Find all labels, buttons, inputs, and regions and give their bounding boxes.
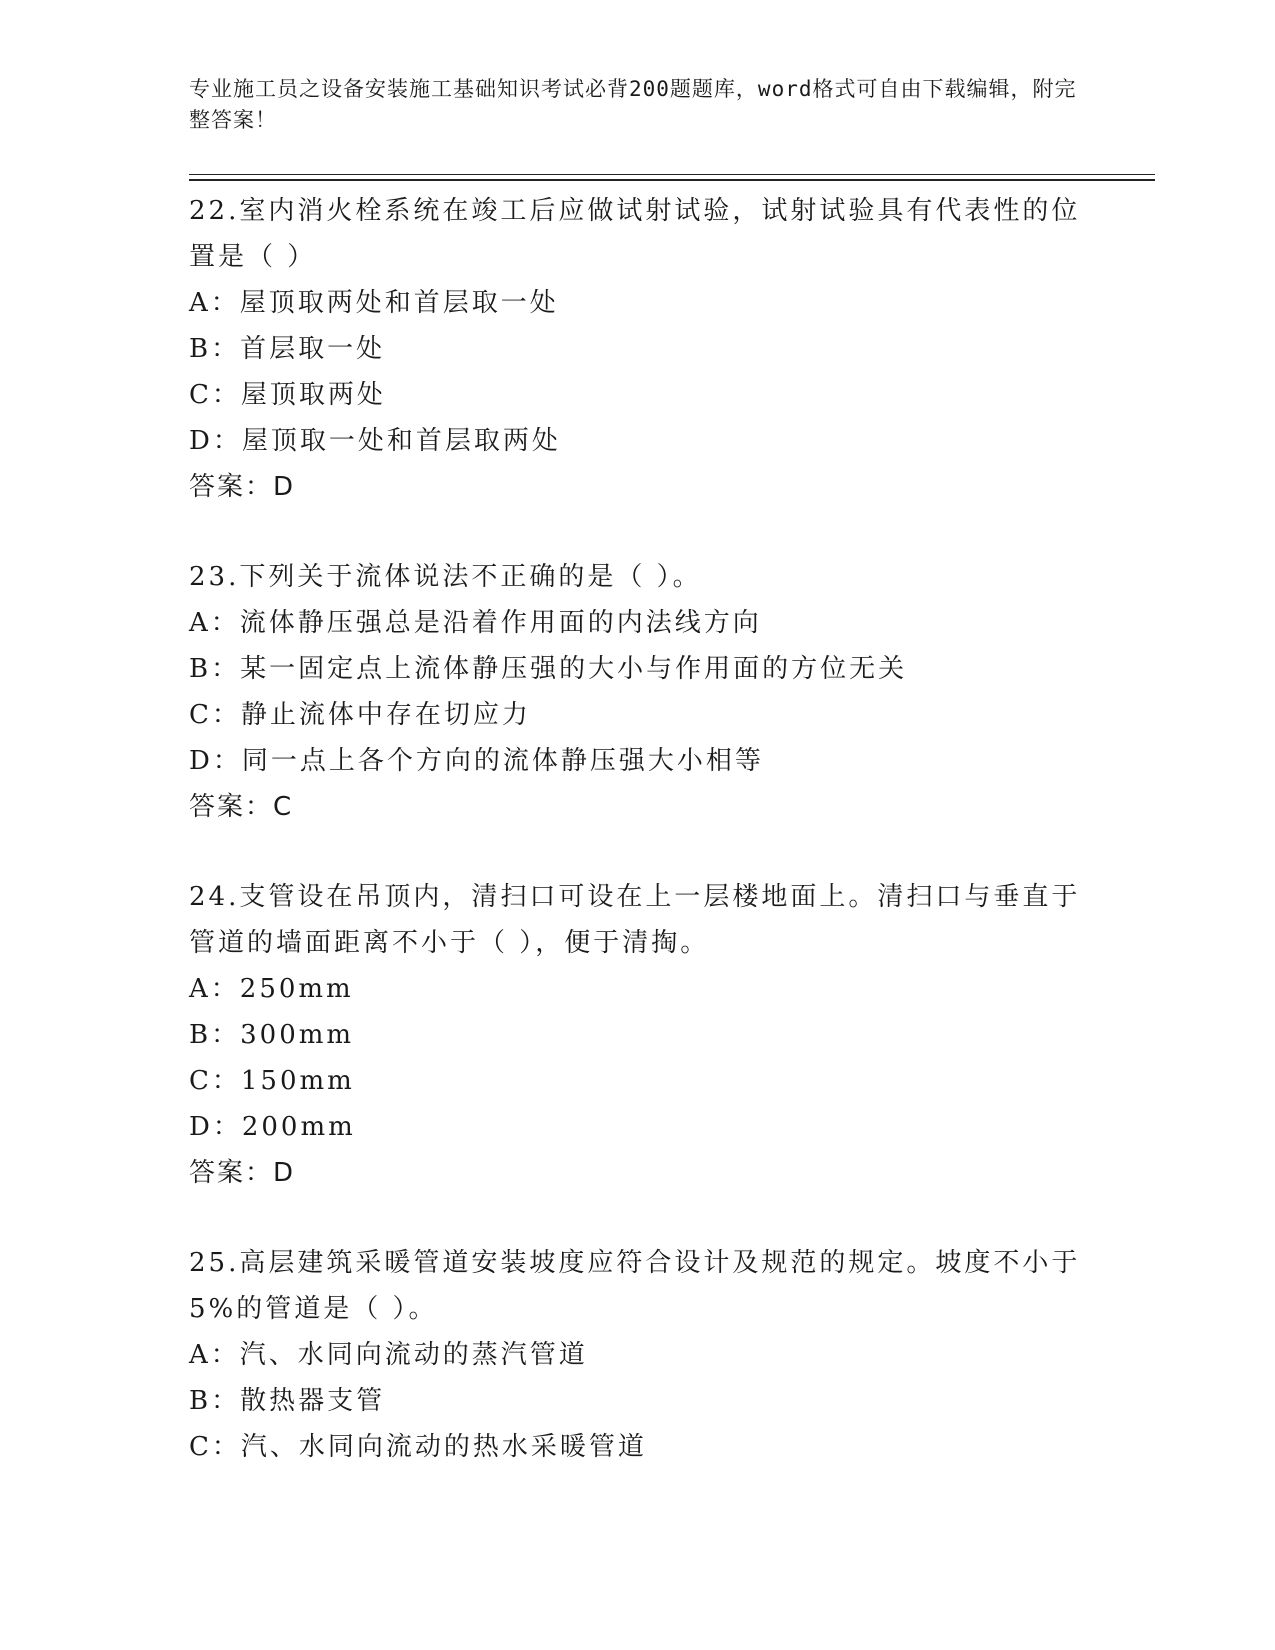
question-22 xyxy=(189,188,1089,510)
option-a: A：汽、水同向流动的蒸汽管道 xyxy=(189,1340,588,1370)
question-text: 24.支管设在吊顶内，清扫口可设在上一层楼地面上。清扫口与垂直于管道的墙面距离不小于（ ），便于清掏。 xyxy=(189,882,1081,958)
option-c: C：静止流体中存在切应力 xyxy=(189,700,531,730)
option-b: B：某一固定点上流体静压强的大小与作用面的方位无关 xyxy=(189,654,908,684)
question-list xyxy=(189,188,1089,1514)
question-text: 23.下列关于流体说法不正确的是（ ）。 xyxy=(189,562,702,592)
option-b: B：散热器支管 xyxy=(189,1386,386,1416)
document-header: 专业施工员之设备安装施工基础知识考试必背200题题库，word格式可自由下载编辑，附完整答案！ xyxy=(189,77,1077,132)
answer: 答案：C xyxy=(189,792,294,822)
question-23 xyxy=(189,554,1089,830)
answer: 答案：D xyxy=(189,472,296,502)
option-a: A：250mm xyxy=(189,974,354,1004)
option-c: C：汽、水同向流动的热水采暖管道 xyxy=(189,1432,647,1462)
option-c: C：屋顶取两处 xyxy=(189,380,386,410)
option-b: B：首层取一处 xyxy=(189,334,386,364)
question-text: 22.室内消火栓系统在竣工后应做试射试验，试射试验具有代表性的位置是（ ） xyxy=(189,196,1081,272)
header-divider-thick xyxy=(189,179,1155,181)
option-d: D：屋顶取一处和首层取两处 xyxy=(189,426,561,456)
question-text: 25.高层建筑采暖管道安装坡度应符合设计及规范的规定。坡度不小于5%的管道是（ ）。 xyxy=(189,1248,1081,1324)
question-25 xyxy=(189,1240,1089,1470)
option-d: D：同一点上各个方向的流体静压强大小相等 xyxy=(189,746,764,776)
question-24 xyxy=(189,874,1089,1196)
answer: 答案：D xyxy=(189,1158,296,1188)
option-c: C：150mm xyxy=(189,1066,355,1096)
option-a: A：屋顶取两处和首层取一处 xyxy=(189,288,559,318)
option-d: D：200mm xyxy=(189,1112,356,1142)
option-a: A：流体静压强总是沿着作用面的内法线方向 xyxy=(189,608,762,638)
header-divider-thin xyxy=(189,174,1155,175)
option-b: B：300mm xyxy=(189,1020,355,1050)
